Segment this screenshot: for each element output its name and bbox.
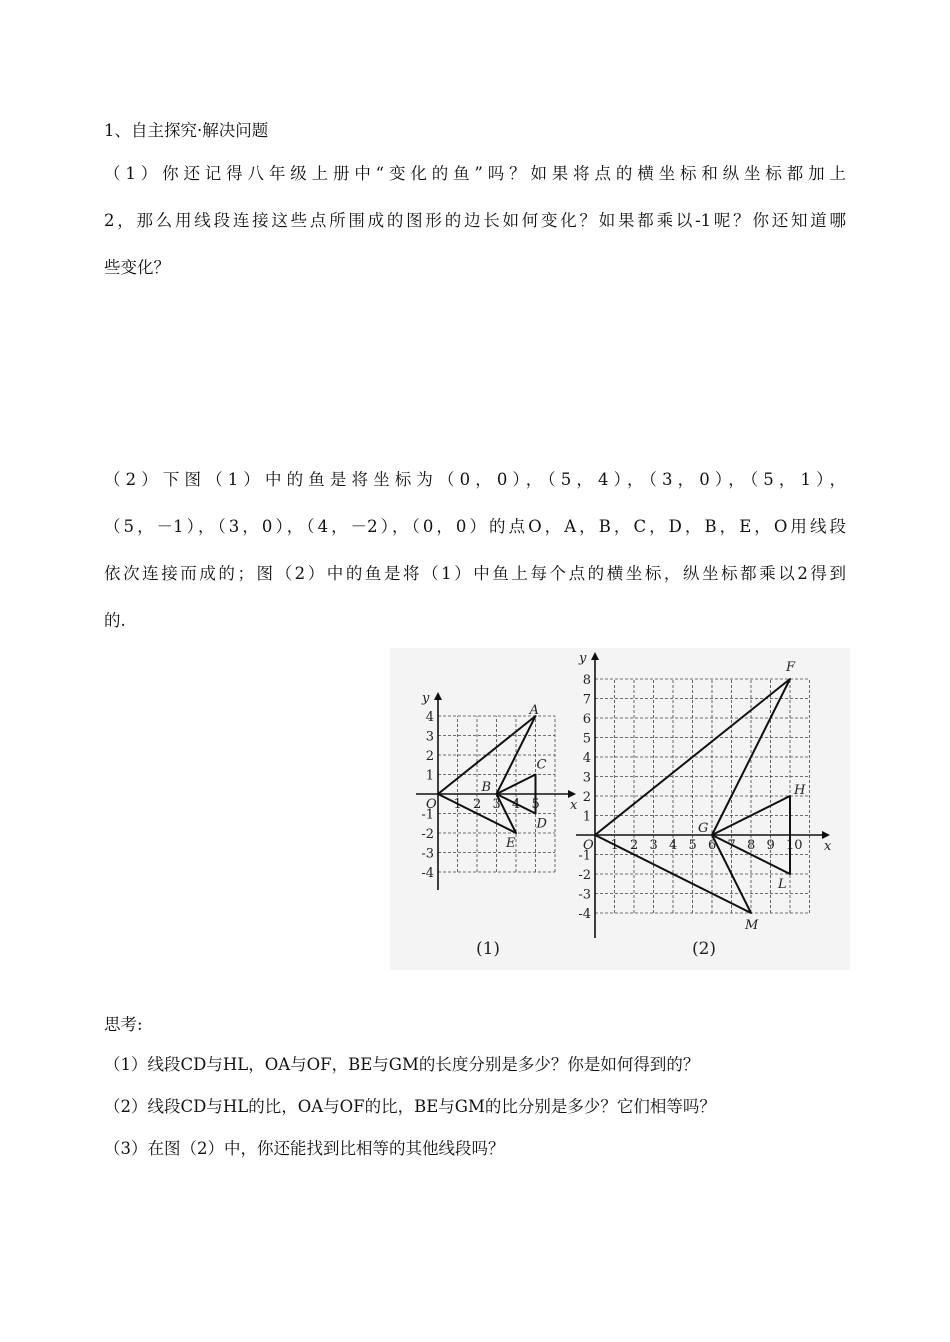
graph-2-y-tick-label: 3 [582, 770, 591, 786]
graph-1-caption: (1) [475, 939, 501, 959]
graph-2-x-axis-label: x [824, 839, 832, 854]
paragraph-2-line-2: （5，－1），（3，0），（4，－2），（0，0）的点O，A，B，C，D，B，E，O用线段 [104, 517, 846, 536]
paragraph-1-line-3: 些变化？ [104, 258, 170, 277]
graph-2-x-tick-label: 5 [688, 838, 697, 853]
paragraph-2-line-4: 的. [104, 611, 126, 630]
graph-2-y-tick-label: 6 [582, 712, 591, 727]
graph-1-y-tick-label: 4 [425, 710, 434, 725]
think-question-1: （1）线段CD与HL，OA与OF，BE与GM的长度分别是多少？你是如何得到的？ [104, 1055, 700, 1074]
fish-figure [390, 648, 850, 970]
graph-1-y-tick-label: -4 [421, 866, 434, 881]
graph-1-y-tick-label: -3 [421, 846, 434, 862]
graph-2-x-axis-arrow [822, 831, 830, 839]
graph-1-x-tick-label: 3 [492, 797, 501, 812]
graph-2-point-label: F [786, 660, 796, 675]
think-title: 思考: [104, 1015, 143, 1034]
graph-1-point-label: E [506, 836, 516, 851]
graph-1-y-tick-label: 2 [425, 749, 434, 764]
graph-1-x-tick-label: 1 [453, 797, 462, 812]
paragraph-1-line-2: 2，那么用线段连接这些点所围成的图形的边长如何变化？如果都乘以-1呢？你还知道哪 [104, 211, 846, 230]
graph-2-y-tick-label: 5 [582, 731, 591, 747]
graph-2-x-tick-label: 9 [766, 838, 775, 853]
graph-1-x-tick-label: 5 [531, 797, 540, 812]
graph-1-point-label: B [481, 780, 492, 795]
think-question-2: （2）线段CD与HL的比，OA与OF的比，BE与GM的比分别是多少？它们相等吗？ [104, 1097, 716, 1116]
graph-2-y-tick-label: 8 [582, 673, 591, 688]
graph-2-y-tick-label: 2 [582, 790, 591, 805]
paragraph-2-line-1: （2）下图（1）中的鱼是将坐标为（0，0），（5，4），（3，0），（5，1）， [104, 470, 846, 489]
paragraph-1-line-1: （1）你还记得八年级上册中“变化的鱼”吗？如果将点的横坐标和纵坐标都加上 [104, 164, 846, 183]
graph-2-y-tick-label: -1 [578, 848, 591, 864]
section-title: 1、自主探究·解决问题 [104, 121, 269, 140]
graph-1-point-label: C [536, 757, 547, 773]
graph-1-origin-label: O [426, 797, 437, 812]
graph-2-y-tick-label: -4 [578, 907, 591, 922]
graph-2-x-tick-label: 2 [630, 838, 639, 853]
graph-1-y-tick-label: -1 [421, 807, 434, 823]
graph-2-x-tick-label: 7 [727, 838, 736, 853]
graph-1-x-axis-label: x [570, 798, 578, 813]
graph-2-point-label: G [698, 821, 709, 836]
graph-1-y-axis-label: y [422, 691, 430, 706]
think-question-3: （3）在图（2）中，你还能找到比相等的其他线段吗？ [104, 1139, 505, 1158]
graph-1-x-tick-label: 2 [473, 797, 482, 812]
graph-2-point-label: M [745, 918, 759, 933]
graph-2-y-axis-arrow [591, 652, 599, 660]
graph-2-y-tick-label: 4 [582, 751, 591, 766]
graph-2-y-tick-label: -2 [578, 868, 591, 883]
graph-2-caption: (2) [691, 939, 717, 959]
graph-2-y-tick-label: 1 [582, 809, 591, 825]
graph-2-x-tick-label: 3 [649, 838, 658, 853]
graph-2-y-tick-label: 7 [582, 692, 591, 708]
graph-2-point-label: H [794, 783, 806, 798]
graph-1-point-label: D [536, 816, 547, 832]
graph-1-y-tick-label: 3 [425, 729, 434, 745]
graph-1-y-axis-arrow [434, 692, 442, 700]
graph-1-x-tick-label: 4 [512, 797, 521, 812]
graph-2-point-label: L [778, 877, 787, 892]
graph-2-x-tick-label: 6 [708, 838, 717, 853]
graph-1-y-tick-label: 1 [425, 768, 434, 784]
graph-1-x-axis-arrow [568, 790, 576, 798]
graph-2-x-tick-label: 8 [747, 838, 756, 853]
graph-2-x-tick-label: 4 [669, 838, 678, 853]
graph-1-point-label: A [529, 703, 539, 718]
graph-2-y-tick-label: -3 [578, 887, 591, 903]
graph-2-x-tick-label: 1 [610, 838, 619, 853]
graph-1-y-tick-label: -2 [421, 827, 434, 842]
graph-2-origin-label: O [583, 838, 594, 853]
fish-figure-svg [390, 648, 850, 970]
graph-2-y-axis-label: y [579, 651, 587, 666]
graph-2-x-tick-label: 10 [786, 838, 803, 853]
paragraph-2-line-3: 依次连接而成的；图（2）中的鱼是将（1）中鱼上每个点的横坐标，纵坐标都乘以2得到 [104, 564, 846, 583]
